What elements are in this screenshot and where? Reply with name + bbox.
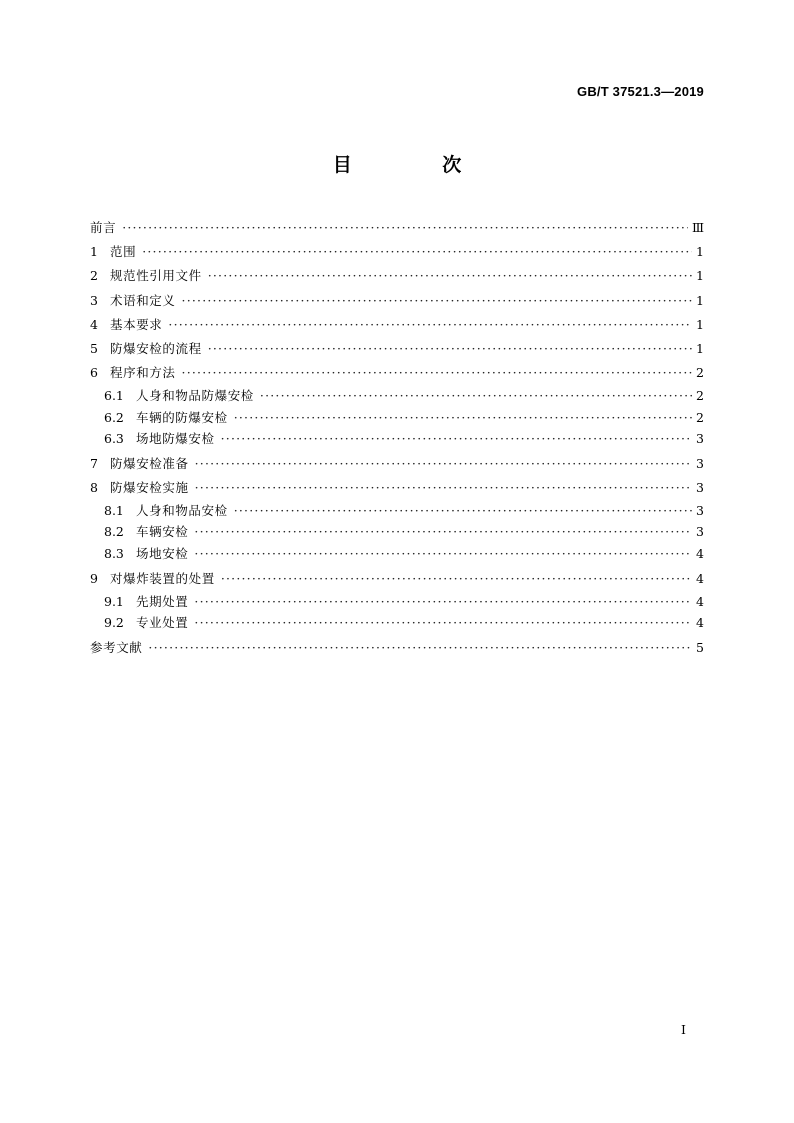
toc-dot-leader — [182, 289, 692, 313]
toc-entry[interactable] — [90, 289, 704, 313]
toc-entry-number: 8.2 — [104, 524, 124, 540]
toc-entry[interactable] — [90, 521, 704, 542]
toc-entry-number: 9.1 — [104, 594, 124, 609]
toc-entry-label: 规范性引用文件 — [110, 268, 202, 284]
toc-entry-page: 4 — [696, 594, 704, 609]
toc-entry-number: 6.3 — [104, 430, 124, 446]
toc-entry[interactable] — [90, 567, 704, 591]
toc-entry[interactable] — [90, 500, 704, 521]
toc-entry-page: 4 — [696, 545, 704, 561]
toc-entry-number: 7 — [90, 455, 98, 471]
toc-dot-leader — [208, 337, 692, 361]
toc-entry-page: 4 — [696, 615, 704, 631]
toc-entry[interactable] — [90, 240, 704, 264]
toc-entry-number: 6.2 — [104, 409, 124, 425]
toc-dot-leader — [221, 567, 692, 591]
toc-dot-leader — [194, 521, 692, 542]
toc-entry[interactable] — [90, 264, 704, 288]
toc-dot-leader — [182, 361, 692, 385]
toc-entry-number: 1 — [90, 244, 98, 260]
toc-entry-number: 8.1 — [104, 503, 124, 519]
toc-entry-page: 2 — [696, 409, 704, 425]
standard-code: GB/T 37521.3—2019 — [577, 84, 704, 99]
toc-dot-leader — [234, 500, 692, 521]
toc-entry[interactable] — [90, 337, 704, 361]
toc-entry-label: 场地安检 — [136, 545, 189, 561]
toc-dot-leader — [194, 612, 692, 633]
toc-entry[interactable] — [90, 636, 704, 660]
toc-entry-page: Ⅲ — [691, 220, 704, 235]
toc-entry-label: 场地防爆安检 — [136, 430, 215, 446]
toc-entry-label: 先期处置 — [136, 594, 189, 609]
toc-dot-leader — [194, 591, 692, 612]
toc-entry-page: 1 — [696, 340, 704, 356]
toc-entry[interactable] — [90, 452, 704, 476]
toc-entry-page: 1 — [696, 316, 704, 332]
toc-dot-leader — [208, 264, 692, 288]
toc-dot-leader — [195, 452, 692, 476]
toc-entry-label: 人身和物品防爆安检 — [136, 388, 254, 404]
toc-entry-label: 术语和定义 — [110, 292, 176, 308]
toc-dot-leader — [195, 476, 692, 500]
table-of-contents — [90, 216, 704, 661]
toc-entry-page: 4 — [696, 570, 704, 586]
toc-entry-label: 人身和物品安检 — [136, 503, 228, 519]
toc-dot-leader — [260, 385, 692, 406]
toc-entry-page: 3 — [696, 503, 704, 519]
toc-dot-leader — [194, 543, 692, 564]
toc-entry[interactable] — [90, 313, 704, 337]
toc-entry[interactable] — [90, 612, 704, 636]
toc-entry[interactable] — [90, 428, 704, 452]
toc-dot-leader — [142, 240, 692, 264]
toc-entry-page: 2 — [696, 388, 704, 404]
toc-entry-label: 基本要求 — [110, 316, 163, 332]
toc-entry-page: 3 — [696, 524, 704, 540]
toc-entry[interactable] — [90, 216, 704, 240]
page-title: 目 次 — [332, 154, 504, 176]
toc-entry-label: 范围 — [110, 244, 137, 260]
toc-entry-label: 参考文献 — [90, 640, 143, 656]
toc-entry-label: 防爆安检实施 — [110, 480, 189, 496]
toc-entry-label: 防爆安检准备 — [110, 455, 189, 471]
toc-entry-page: 1 — [696, 268, 704, 284]
toc-entry-page: 5 — [696, 640, 704, 656]
toc-entry-number: 9 — [90, 570, 98, 586]
toc-entry-label: 前言 — [90, 220, 117, 235]
toc-dot-leader — [221, 428, 692, 449]
toc-entry-page: 3 — [696, 430, 704, 446]
toc-entry-page: 2 — [696, 365, 704, 381]
toc-entry-number: 9.2 — [104, 615, 124, 631]
toc-entry-number: 5 — [90, 340, 98, 356]
toc-entry-number: 6.1 — [104, 388, 124, 404]
toc-entry-label: 程序和方法 — [110, 365, 176, 381]
toc-entry-label: 车辆安检 — [136, 524, 189, 540]
toc-entry-number: 8 — [90, 480, 98, 496]
toc-entry-page: 1 — [696, 244, 704, 260]
toc-dot-leader — [234, 407, 692, 428]
toc-dot-leader — [122, 216, 688, 240]
toc-entry-number: 4 — [90, 316, 98, 332]
toc-entry[interactable] — [90, 407, 704, 428]
toc-entry-number: 2 — [90, 268, 98, 284]
toc-entry-label: 对爆炸装置的处置 — [110, 570, 215, 586]
toc-dot-leader — [148, 636, 692, 660]
toc-entry[interactable] — [90, 591, 704, 612]
toc-entry-label: 专业处置 — [136, 615, 189, 631]
toc-entry[interactable] — [90, 476, 704, 500]
toc-entry-label: 防爆安检的流程 — [110, 340, 202, 356]
toc-entry-label: 车辆的防爆安检 — [136, 409, 228, 425]
toc-entry-number: 6 — [90, 365, 98, 381]
toc-entry[interactable] — [90, 543, 704, 567]
toc-entry-number: 8.3 — [104, 545, 124, 561]
toc-entry[interactable] — [90, 361, 704, 385]
toc-dot-leader — [168, 313, 692, 337]
toc-entry-page: 1 — [696, 292, 704, 308]
toc-entry[interactable] — [90, 385, 704, 406]
toc-entry-number: 3 — [90, 292, 98, 308]
page-number: I — [681, 1022, 686, 1037]
toc-entry-page: 3 — [696, 480, 704, 496]
toc-entry-page: 3 — [696, 455, 704, 471]
